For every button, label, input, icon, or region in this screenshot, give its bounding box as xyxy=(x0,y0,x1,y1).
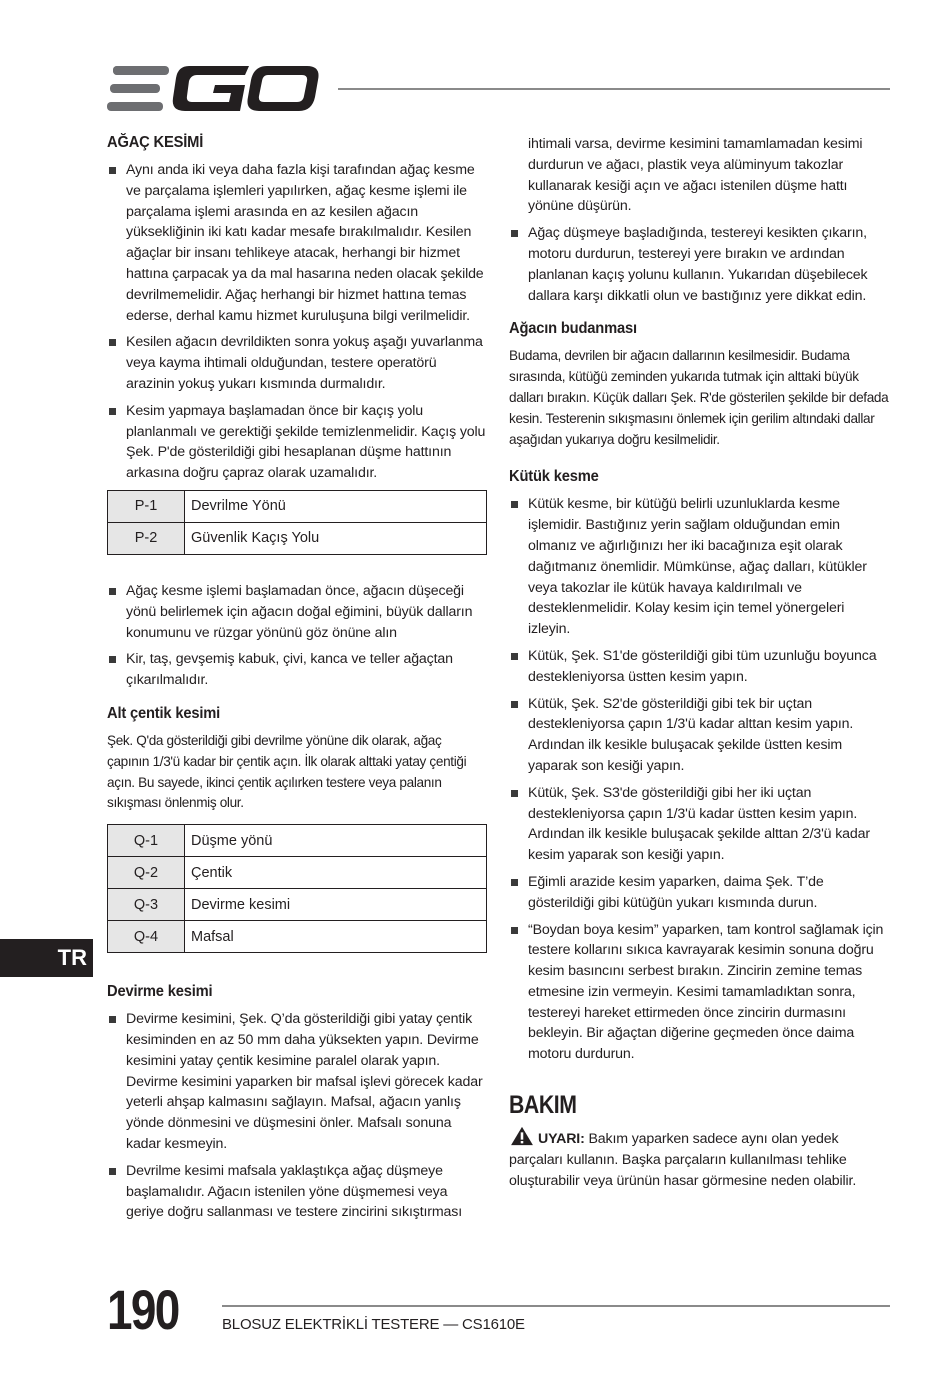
notch-text: Şek. Q'da gösterildiği gibi devrilme yönüne dik olarak, ağaç çapının 1/3'ü kadar bir çentik açın. İlk olarak alttaki yatay çentiği açın. Bu sayede, ikinci çentik açılırken testere veya palanın sıkışması önlenmiş olur. xyxy=(107,732,467,811)
section-title-pruning: Ağacın budanması xyxy=(509,320,637,338)
tree-felling-list-2 xyxy=(107,581,487,691)
warning-label: UYARI: xyxy=(538,1131,585,1148)
legend-code: P-1 xyxy=(108,490,185,522)
list-item: Ağaç kesme işlemi başlamadan önce, ağacın düşeceği yönü belirlemek için ağacın doğal eğimini, büyük dalların konumunu ve rüzgar yönünü göz önüne alın xyxy=(107,581,487,643)
list-item: Kesim yapmaya başlamadan önce bir kaçış yolu planlanmalı ve gerektiği şekilde temizlenmelidir. Kaçış yolu Şek. P'de gösterildiği gibi hesaplanan düşme hattının arkasına doğru çapraz olarak uzamalıdır. xyxy=(107,401,487,484)
list-item: Kütük, Şek. S3'de gösterildiği gibi her iki uçtan destekleniyorsa çapın 1/3'ü kadar üstten kesim yapın. Ardından ilk kesikle buluşacak şekilde alttan 2/3'ü kadar kesim yaparak son kesiği yapın. xyxy=(509,783,890,866)
left-column xyxy=(107,134,487,1229)
header-rule xyxy=(338,88,890,90)
list-item: Kir, taş, gevşemiş kabuk, çivi, kanca ve teller ağaçtan çıkarılmalıdır. xyxy=(107,649,487,691)
table-row xyxy=(108,857,487,889)
continued-list xyxy=(509,134,890,306)
legend-label: Devirme kesimi xyxy=(185,889,487,921)
page-number: 190 xyxy=(107,1278,179,1341)
list-item: Kütük, Şek. S1'de gösterildiği gibi tüm uzunluğu boyunca destekleniyorsa üstten kesim yapın. xyxy=(509,646,890,688)
table-row xyxy=(108,522,487,554)
list-item-continued: ihtimali varsa, devirme kesimini tamamlamadan kesimi durdurun ve ağacı, plastik veya alüminyum takozlar kullanarak kesiği açın ve ağacı istenilen düşme hattı yönüne düşürün. xyxy=(528,136,863,215)
legend-table-q xyxy=(107,824,487,953)
legend-label: Mafsal xyxy=(185,921,487,953)
list-item: Kesilen ağacın devrildikten sonra yokuş aşağı yuvarlanma veya kayma ihtimali olduğundan, testere operatörü arazinin yokuş yukarı kısmında durmalıdır. xyxy=(107,332,487,394)
list-item: Kütük kesme, bir kütüğü belirli uzunluklarda kesme işlemidir. Bastığınız yerin sağlam olduğundan emin olmanız ve ağırlığınızı her iki bacağınıza eşit olarak dağıtmanız önemlidir. Mümkünse, ağaç dalları, kütükler veya takozlar ile kütük havaya kaldırılmalı ve desteklenmelidir. Kolay kesim için temel yönergeleri izleyin. xyxy=(509,494,890,640)
pruning-text: Budama, devrilen bir ağacın dallarının kesilmesidir. Budama sırasında, kütüğü zeminden yukarıda tutmak için alttaki büyük dalları bırakın. Küçük dalları Şek. R'de gösterilen şekilde bir defada kesin. Testerenin sıkışmasını önlemek için gerilim altındaki dallar aşağıdan yukarıya doğru kesilmelidir. xyxy=(509,348,889,447)
table-row xyxy=(108,889,487,921)
section-title-notch: Alt çentik kesimi xyxy=(107,704,221,722)
legend-code: Q-2 xyxy=(108,857,185,889)
legend-code: Q-4 xyxy=(108,921,185,953)
warning-triangle-icon xyxy=(509,1126,535,1146)
table-row xyxy=(108,825,487,857)
felling-cut-list xyxy=(107,1009,487,1223)
legend-label: Düşme yönü xyxy=(185,825,487,857)
list-item: Eğimli arazide kesim yaparken, daima Şek. T’de gösterildiği gibi kütüğün yukarı kısmında durun. xyxy=(509,872,890,914)
legend-table-p xyxy=(107,490,487,555)
list-item: Kütük, Şek. S2'de gösterildiği gibi tek bir uçtan destekleniyorsa çapın 1/3'ü kadar alttan kesim yapın. Ardından ilk kesikle buluşacak şekilde üstten kesim yaparak son kesiği yapın. xyxy=(509,694,890,777)
ego-logo xyxy=(107,66,319,112)
section-title-bucking: Kütük kesme xyxy=(509,468,599,486)
maintenance-warning xyxy=(509,1126,890,1192)
list-item: “Boydan boya kesim” yaparken, tam kontrol sağlamak için testere kollarını sıkıca kavrayarak kesimin sonuna doğru kesim basıncını serbest bırakın. Zincirin zemine temas etmesine izin vermeyin. Kesimi tamamladıktan sonra, testereyi hareket ettirmeden önce zincirin durmasını bekleyin. Bir ağaçtan diğerine geçmeden önce daima motoru durdurun. xyxy=(509,920,890,1066)
list-item: Devrilme kesimi mafsala yaklaştıkça ağaç düşmeye başlamalıdır. Ağacın istenilen yöne düşmemesi veya geriye doğru sallanması ve testere zincirini sıkıştırması xyxy=(107,1161,487,1223)
warning-text: Bakım yaparken sadece aynı olan yedek parçaları kullanın. Başka parçaların kullanılması tehlike oluşturabilir veya ürünün hasar görmesine neden olabilir. xyxy=(509,1131,857,1190)
section-title-tree-felling: AĞAÇ KESİMİ xyxy=(107,134,204,151)
right-column xyxy=(509,134,890,1192)
language-tab: TR xyxy=(0,939,93,977)
list-item: Aynı anda iki veya daha fazla kişi tarafından ağaç kesme ve parçalama işlemleri yapılırken, ağaç kesme işlemi ile parçalama işlemi arasında en az kesilen ağacın yüksekliğinin iki katı kadar mesafe bırakılmalıdır. Kesilen ağaçlar bir insanı tehlikeye atacak, herhangi bir hizmet hattına çarpacak ya da mal hasarına neden olacak şekilde devrilmemelidir. Ağaç herhangi bir hizmet hattına temas ederse, derhal kamu hizmet kuruluşuna bilgi verilmelidir. xyxy=(107,160,487,326)
legend-label: Devrilme Yönü xyxy=(185,490,487,522)
list-item: Devirme kesimini, Şek. Q’da gösterildiği gibi yatay çentik kesiminden en az 50 mm daha yüksekten yapın. Devirme kesimini yatay çentik kesimine paralel olarak yapın. Devirme kesimini yaparken bir mafsal işlevi görecek kadar yeterli ahşap kalmasını sağlayın. Mafsal, ağacın yanlış yönde dönmesini ve düşmesini önler. Mafsalı sonuna kadar kesmeyin. xyxy=(107,1009,487,1155)
legend-code: P-2 xyxy=(108,522,185,554)
tree-felling-list xyxy=(107,160,487,484)
footer-title: BLOSUZ ELEKTRİKLİ TESTERE — CS1610E xyxy=(222,1316,525,1333)
legend-label: Çentik xyxy=(185,857,487,889)
legend-label: Güvenlik Kaçış Yolu xyxy=(185,522,487,554)
legend-code: Q-3 xyxy=(108,889,185,921)
table-row xyxy=(108,490,487,522)
section-title-maintenance: BAKIM xyxy=(509,1091,577,1120)
table-row xyxy=(108,921,487,953)
bucking-list xyxy=(509,494,890,1065)
list-item: Ağaç düşmeye başladığında, testereyi kesikten çıkarın, motoru durdurun, testereyi yere bırakın ve ardından planlanan kaçış yolunu kullanın. Yukarıdan düşebilecek dallara karşı dikkatli olun ve bastığınız yere dikkat edin. xyxy=(509,223,890,306)
footer-rule xyxy=(222,1305,890,1307)
section-title-felling-cut: Devirme kesimi xyxy=(107,983,213,1001)
legend-code: Q-1 xyxy=(108,825,185,857)
